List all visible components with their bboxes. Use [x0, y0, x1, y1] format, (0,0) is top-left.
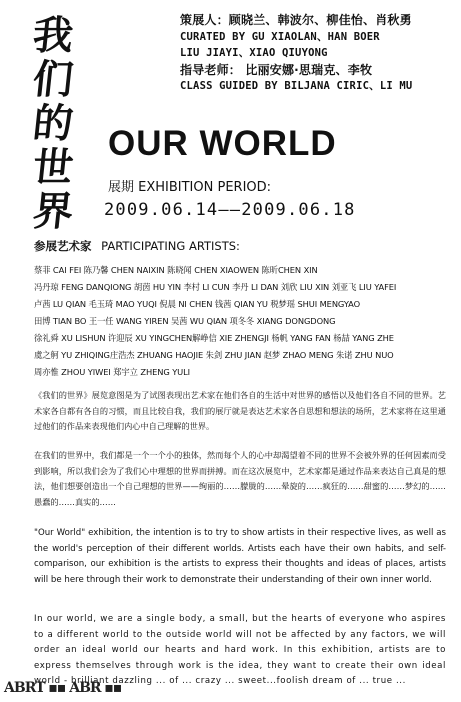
artists-line: 周亦惟 ZHOU YIWEI 郑宇立 ZHENG YULI — [34, 367, 191, 377]
calligraphy-char: 的 — [30, 100, 76, 147]
artists-list — [34, 262, 454, 381]
paragraph-cn-1: 《我们的世界》展览意图是为了试图表现出艺术家在他们各自的生活中对世界的感悟以及他们各自不同的世界。艺术家各自都有各自的习惯，而且比较自我，我们的展厅就是表达艺术家各自思想和想法的场所，艺术家将在这里通过他们的作品来表现他们内心中自己理解的世界。 — [34, 390, 446, 431]
paragraph-cn-2: 在我们的世界中，我们都是一个一个小的独体，然而每个人的心中却渴望着不同的世界不会被外界的任何因素而受到影响，所以我们会为了我们心中理想的世界而拼搏。而在这次展览中，艺术家都是通过作品来表达自己真是的想法，他们想要创造出一个自己理想的世界——绚丽的……朦胧的……晕旋的……疯狂的……甜蜜的……梦幻的……愚蠢的……真实的…… — [34, 450, 446, 507]
artists-line: 卢茜 LU QIAN 毛玉琦 MAO YUQI 倪晨 NI CHEN 钱茜 QIAN YU 税梦瑶 SHUI MENGYAO — [34, 299, 361, 309]
exhibition-period-label: 展期 EXHIBITION PERIOD: — [108, 180, 272, 195]
artists-line: 冯丹琼 FENG DANQIONG 胡茵 HU YIN 李村 LI CUN 李丹 LI DAN 刘欣 LIU XIN 刘亚飞 LIU YAFEI — [34, 282, 397, 292]
calligraphy-title — [28, 14, 78, 234]
curator-cn: 策展人：顾晓兰、韩波尔、柳佳怡、肖秋勇 — [180, 13, 412, 27]
calligraphy-char: 我 — [30, 12, 76, 59]
exhibition-dates: 2009.06.14——2009.06.18 — [104, 200, 356, 220]
credits-block — [180, 12, 455, 95]
artists-heading-en: PARTICIPATING ARTISTS: — [101, 239, 240, 253]
page-title: OUR WORLD — [108, 124, 337, 163]
curator-en-line-2: LIU JIAYI、XIAO QIUYONG — [180, 47, 328, 59]
paragraph-en-1: "Our World" exhibition, the intention is to try to show artists in their respective lives, as well as the world's perception of their different worlds. Artists each have their own habits, and self-comparison, our exhibition is the artists to express their thoughts and ideas of places, artists will be here through their work to demonstrate their understanding of their own inner world. — [34, 528, 446, 585]
artists-line: 蔡菲 CAI FEI 陈乃馨 CHEN NAIXIN 陈晓闻 CHEN XIAOWEN 陈昕CHEN XIN — [34, 265, 318, 275]
artists-line: 田博 TIAN BO 王一任 WANG YIREN 吴茜 WU QIAN 项冬冬 XIANG DONGDONG — [34, 316, 336, 326]
calligraphy-char: 世 — [30, 144, 76, 191]
calligraphy-char: 们 — [30, 56, 76, 103]
artists-heading-cn: 参展艺术家 — [34, 239, 92, 253]
artists-line: 徐礼舜 XU LISHUN 许迎辰 XU YINGCHEN解峥信 XIE ZHENGJI 杨帆 YANG FAN 杨喆 YANG ZHE — [34, 333, 394, 343]
artists-line: 虞之舸 YU ZHIQING庄浩杰 ZHUANG HAOJIE 朱剑 ZHU JIAN 赵梦 ZHAO MENG 朱诺 ZHU NUO — [34, 350, 394, 360]
paragraph-en-2: In our world, we are a single body, a small, but the hearts of everyone who aspires to a different world to the outside world will not be affected by any factors, we will order an ideal world our hearts and hard work. In this exhibition, artists are to express themselves through work is the idea, they want to create their own ideal world - brilliant dazzling ... of ... crazy ... sweet...foolish dream of ... true ... — [34, 614, 446, 686]
curator-en-line-1: CURATED BY GU XIAOLAN、HAN BOER — [180, 30, 380, 43]
corner-marks: ABRT ▪▪ ABR ▪▪ — [4, 680, 122, 696]
artists-heading — [34, 238, 240, 254]
guide-en: CLASS GUIDED BY BILJANA CIRIC、LI MU — [180, 80, 413, 92]
guide-cn: 指导老师： 比丽安娜·思瑞克、李牧 — [180, 62, 373, 77]
calligraphy-char: 界 — [30, 188, 76, 235]
